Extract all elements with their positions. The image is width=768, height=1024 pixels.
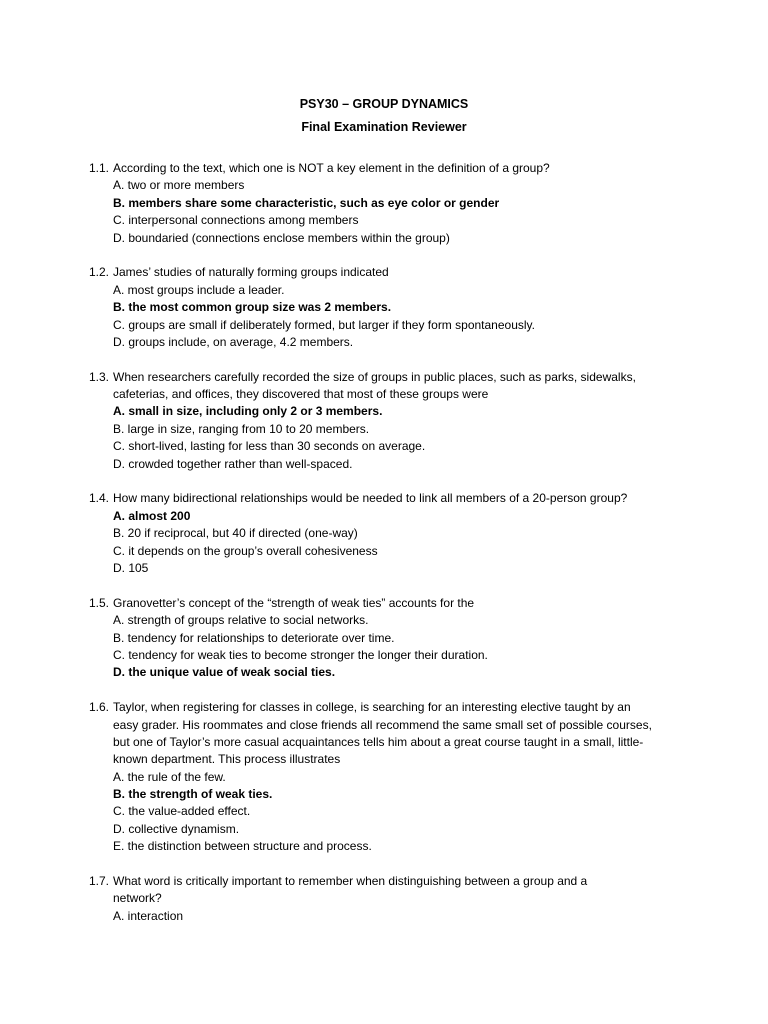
answer-option-correct: B. the strength of weak ties.: [113, 787, 273, 802]
answer-option-correct: D. the unique value of weak social ties.: [113, 665, 336, 680]
answer-option: A. most groups include a leader.: [113, 282, 285, 297]
question-stem-text: but one of Taylor’s more casual acquaintances tells him about a great course taught in a small, little-: [113, 734, 644, 749]
answer-option: D. boundaried (connections enclose members within the group): [113, 230, 450, 245]
question-number: 1.6.: [89, 700, 110, 715]
question-stem-text: According to the text, which one is NOT a key element in the definition of a group?: [113, 161, 550, 175]
question-number: 1.3.: [89, 369, 110, 384]
answer-option-correct: B. members share some characteristic, such as eye color or gender: [113, 195, 500, 210]
question-list: [89, 160, 679, 943]
question-stem-line: [89, 490, 679, 507]
question-item: [89, 699, 679, 856]
answer-option: D. crowded together rather than well-spaced.: [113, 456, 353, 471]
question-stem-text: When researchers carefully recorded the size of groups in public places, such as parks, sidewalks,: [113, 369, 636, 384]
question-stem-text: What word is critically important to remember when distinguishing between a group and a: [113, 874, 588, 889]
question-stem-text: Taylor, when registering for classes in college, is searching for an interesting elective taught by an: [113, 700, 631, 715]
question-stem-line: [89, 890, 679, 907]
question-item: [89, 160, 679, 247]
question-stem-line: [89, 595, 679, 612]
question-stem-text: known department. This process illustrates: [113, 752, 341, 767]
question-stem-line: [89, 699, 679, 716]
document-header: [0, 94, 768, 140]
answer-option: C. interpersonal connections among members: [113, 213, 359, 228]
answer-option-correct: B. the most common group size was 2 members.: [113, 300, 392, 315]
question-item: [89, 369, 679, 473]
answer-option: C. groups are small if deliberately formed, but larger if they form spontaneously.: [113, 317, 535, 332]
answer-option: C. the value-added effect.: [113, 804, 251, 819]
answer-option: C. it depends on the group’s overall cohesiveness: [113, 543, 378, 558]
question-stem-line: [89, 160, 679, 177]
question-item: [89, 264, 679, 351]
question-stem-text: cafeterias, and offices, they discovered that most of these groups were: [113, 387, 489, 402]
question-stem-text: James’ studies of naturally forming groups indicated: [113, 265, 389, 280]
answer-option: C. short-lived, lasting for less than 30 seconds on average.: [113, 439, 426, 454]
question-stem-line: [89, 369, 679, 386]
question-number: 1.2.: [89, 265, 110, 280]
answer-option: C. tendency for weak ties to become stronger the longer their duration.: [113, 647, 488, 662]
answer-option: D. 105: [113, 560, 149, 575]
question-stem-line: [89, 717, 679, 734]
answer-option: B. tendency for relationships to deteriorate over time.: [113, 630, 395, 645]
answer-option: A. the rule of the few.: [113, 769, 226, 784]
question-stem-line: [89, 734, 679, 751]
answer-option: B. large in size, ranging from 10 to 20 members.: [113, 421, 370, 436]
answer-option-correct: A. small in size, including only 2 or 3 members.: [113, 404, 383, 419]
question-stem-text: network?: [113, 891, 162, 906]
question-item: [89, 595, 679, 682]
question-number: 1.5.: [89, 595, 110, 610]
question-stem-line: [89, 873, 679, 890]
question-number: 1.1.: [89, 161, 110, 175]
question-number: 1.4.: [89, 491, 110, 506]
document-subtitle: Final Examination Reviewer: [301, 120, 467, 134]
answer-option: D. groups include, on average, 4.2 members.: [113, 334, 354, 349]
question-stem-text: easy grader. His roommates and close friends all recommend the same small set of possible courses,: [113, 717, 652, 732]
answer-option: D. collective dynamism.: [113, 821, 240, 836]
question-item: [89, 490, 679, 577]
question-stem-text: Granovetter’s concept of the “strength of weak ties” accounts for the: [113, 595, 475, 610]
answer-option: A. strength of groups relative to social networks.: [113, 613, 369, 628]
question-stem-line: [89, 751, 679, 768]
course-title: PSY30 – GROUP DYNAMICS: [299, 97, 469, 111]
question-number: 1.7.: [89, 874, 110, 889]
question-stem-line: [89, 264, 679, 281]
question-stem-line: [89, 386, 679, 403]
answer-option-correct: A. almost 200: [113, 508, 191, 523]
question-item: [89, 873, 679, 925]
answer-option: E. the distinction between structure and process.: [113, 839, 372, 854]
question-stem-text: How many bidirectional relationships would be needed to link all members of a 20-person group?: [113, 491, 628, 506]
answer-option: A. interaction: [113, 908, 184, 923]
answer-option: A. two or more members: [113, 178, 245, 193]
answer-option: B. 20 if reciprocal, but 40 if directed (one-way): [113, 526, 358, 541]
